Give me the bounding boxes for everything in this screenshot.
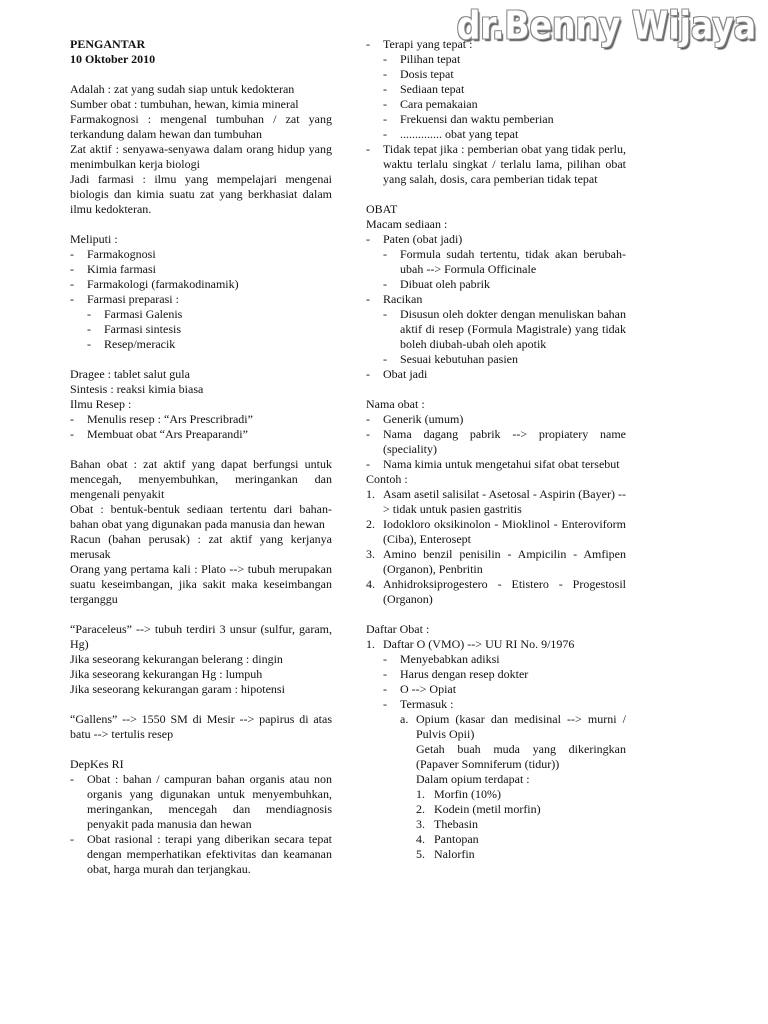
numbered-item: 2. Kodein (metil morfin) [416,802,541,816]
definition-paragraph: Sumber obat : tumbuhan, hewan, kimia mineral [70,97,299,111]
list-item: - Farmakognosi [70,247,156,261]
daftar-obat-label: Daftar Obat : [366,622,430,636]
numbered-item: 1. Asam asetil salisilat - Asetosal - Aspirin (Bayer) --> tidak untuk pasien gastritis [366,487,626,516]
sub-list-item: - Menyebabkan adiksi [383,652,500,666]
list-item: - Terapi yang tepat : [366,37,473,51]
sintesis-line: Sintesis : reaksi kimia biasa [70,382,204,396]
sub-list-item: - Dosis tepat [383,67,454,81]
list-item: - Membuat obat “Ars Preaparandi” [70,427,248,441]
meliputi-label: Meliputi : [70,232,118,246]
sub-list-item: - Frekuensi dan waktu pemberian [383,112,554,126]
list-item: - Racikan [366,292,423,306]
numbered-item: 1. Daftar O (VMO) --> UU RI No. 9/1976 [366,637,575,651]
sub-list-item: - Pilihan tepat [383,52,461,66]
obat-title: OBAT [366,202,398,216]
numbered-item: 2. Iodokloro oksikinolon - Mioklinol - Enteroviform (Ciba), Enterosept [366,517,626,546]
bahan-paragraph: Bahan obat : zat aktif yang dapat berfungsi untuk mencegah, menyembuhkan, meringankan dan mengenali penyakit [70,457,332,501]
sub-list-item: - .............. obat yang tepat [383,127,519,141]
list-item: - Obat jadi [366,367,428,381]
list-item: - Menulis resep : “Ars Prescribradi” [70,412,253,426]
bahan-paragraph: Racun (bahan perusak) : zat aktif yang kerjanya merusak [70,532,332,561]
definition-paragraph: Farmakognosi : mengenal tumbuhan / zat yang terkandung dalam hewan dan tumbuhan [70,112,332,141]
sub-list-item: - Farmasi sintesis [87,322,181,336]
paraceleus-paragraph: “Paraceleus” --> tubuh terdiri 3 unsur (sulfur, garam, Hg) [70,622,332,651]
bahan-paragraph: Orang yang pertama kali : Plato --> tubuh merupakan suatu keseimbangan, jika sakit maka keseimbangan terganggu [70,562,332,606]
sub-list-item: - Dibuat oleh pabrik [383,277,490,291]
definition-paragraph: Zat aktif : senyawa-senyawa dalam orang hidup yang menimbulkan kerja biologi [70,142,332,171]
right-column [366,37,626,862]
opium-dalam: Dalam opium terdapat : [416,772,530,786]
list-item: - Nama dagang pabrik --> propiatery name (speciality) [366,427,626,456]
sub-list-item: - O --> Opiat [383,682,457,696]
sub-list-item: - Formula sudah tertentu, tidak akan berubah-ubah --> Formula Officinale [383,247,626,276]
definition-paragraph: Jadi farmasi : ilmu yang mempelajari mengenai biologis dan kimia suatu zat yang berkhasiat dalam ilmu kedokteran. [70,172,332,216]
list-item: - Obat : bahan / campuran bahan organis atau non organis yang digunakan untuk menyembuhkan, meringankan, mencegah dan mendiagnosis penyakit pada manusia dan hewan [70,772,332,831]
sub-list-item: - Sesuai kebutuhan pasien [383,352,518,366]
definition-paragraph: Adalah : zat yang sudah siap untuk kedokteran [70,82,295,96]
numbered-item: 3. Amino benzil penisilin - Ampicilin - Amfipen (Organon), Penbritin [366,547,626,576]
sub-list-item: - Disusun oleh dokter dengan menuliskan bahan aktif di resep (Formula Magistrale) yang tidak boleh diubah-ubah oleh apotik [383,307,626,351]
list-item: - Farmasi preparasi : [70,292,179,306]
bahan-paragraph: Obat : bentuk-bentuk sediaan tertentu dari bahan-bahan obat yang digunakan pada manusia dan hewan [70,502,332,531]
opium-getah: Getah buah muda yang dikeringkan (Papaver Somniferum (tidur)) [416,742,626,771]
depkes-title: DepKes RI [70,757,124,771]
numbered-item: 1. Morfin (10%) [416,787,501,801]
sub-list-item: - Cara pemakaian [383,97,478,111]
left-column [70,37,332,877]
contoh-label: Contoh : [366,472,408,486]
list-item: - Kimia farmasi [70,262,156,276]
list-item: - Generik (umum) [366,412,464,426]
nama-obat-label: Nama obat : [366,397,425,411]
sub-list-item: - Sediaan tepat [383,82,465,96]
author-watermark: dr.Benny Wijaya [456,2,756,48]
list-item: - Tidak tepat jika : pemberian obat yang tidak perlu, waktu terlalu singkat / terlalu lama, pilihan obat yang salah, dosis, cara pemberian tidak tepat [366,142,626,186]
document-date: 10 Oktober 2010 [70,52,156,66]
sub-list-item: - Harus dengan resep dokter [383,667,529,681]
gallens-paragraph: “Gallens” --> 1550 SM di Mesir --> papirus di atas batu --> tertulis resep [70,712,332,741]
sub-list-item: - Termasuk : [383,697,454,711]
numbered-item: 5. Nalorfin [416,847,475,861]
numbered-item: 3. Thebasin [416,817,478,831]
macam-sediaan-label: Macam sediaan : [366,217,448,231]
numbered-item: 4. Anhidroksiprogestero - Etistero - Progestosil (Organon) [366,577,626,606]
list-item: - Farmakologi (farmakodinamik) [70,277,239,291]
paraceleus-paragraph: Jika seseorang kekurangan belerang : dingin [70,652,283,666]
list-item: - Paten (obat jadi) [366,232,463,246]
sub-list-item: - Farmasi Galenis [87,307,183,321]
list-item: - Nama kimia untuk mengetahui sifat obat tersebut [366,457,620,471]
lettered-item: a. Opium (kasar dan medisinal --> murni / Pulvis Opii) [400,712,626,741]
document-title: PENGANTAR [70,37,146,51]
dragee-line: Dragee : tablet salut gula [70,367,190,381]
numbered-item: 4. Pantopan [416,832,479,846]
ilmu-resep-label: Ilmu Resep : [70,397,132,411]
paraceleus-paragraph: Jika seseorang kekurangan Hg : lumpuh [70,667,263,681]
sub-list-item: - Resep/meracik [87,337,176,351]
paraceleus-paragraph: Jika seseorang kekurangan garam : hipotensi [70,682,285,696]
list-item: - Obat rasional : terapi yang diberikan secara tepat dengan memperhatikan efektivitas dan keamanan obat, harga murah dan terjangkau. [70,832,332,876]
